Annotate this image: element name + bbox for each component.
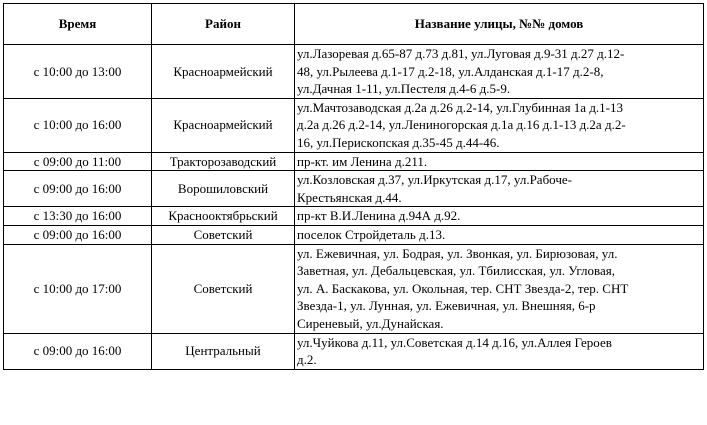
streets-cell xyxy=(295,244,704,333)
district-cell: Красноармейский xyxy=(152,98,295,152)
schedule-rows xyxy=(4,45,704,370)
time-cell: с 09:00 до 16:00 xyxy=(4,225,152,244)
streets-cell xyxy=(295,98,704,152)
table-row xyxy=(4,45,704,99)
district-cell: Ворошиловский xyxy=(152,171,295,207)
street-line: 16, ул.Перископская д.35-45 д.44-46. xyxy=(297,134,500,150)
streets-cell xyxy=(295,225,704,244)
streets-cell xyxy=(295,171,704,207)
streets-cell xyxy=(295,333,704,369)
street-line: пр-кт В.И.Ленина д.94А д.92. xyxy=(297,208,461,224)
district-cell: Советский xyxy=(152,225,295,244)
district-cell: Центральный xyxy=(152,333,295,369)
street-line: д.2. xyxy=(297,352,317,368)
street-line: Звезда-1, ул. Лунная, ул. Ежевичная, ул. Внешняя, 6-р xyxy=(297,298,596,314)
header-streets: Название улицы, №№ домов xyxy=(295,4,704,45)
street-line: ул. Ежевичная, ул. Бодрая, ул. Звонкая, ул. Бирюзовая, ул. xyxy=(297,245,618,261)
street-line: поселок Стройдеталь д.13. xyxy=(297,226,446,242)
time-cell: с 09:00 до 16:00 xyxy=(4,171,152,207)
table-row xyxy=(4,171,704,207)
street-line: Крестьянская д.44. xyxy=(297,189,402,205)
street-line: Сиреневый, ул.Дунайская. xyxy=(297,315,444,331)
street-line: Заветная, ул. Дебальцевская, ул. Тбилисская, ул. Угловая, xyxy=(297,263,615,279)
table-row xyxy=(4,225,704,244)
streets-cell xyxy=(295,45,704,99)
time-cell: с 09:00 до 11:00 xyxy=(4,152,152,171)
streets-cell xyxy=(295,207,704,226)
district-cell: Краснооктябрьский xyxy=(152,207,295,226)
street-line: пр-кт. им Ленина д.211. xyxy=(297,153,428,169)
time-cell: с 13:30 до 16:00 xyxy=(4,207,152,226)
district-cell: Советский xyxy=(152,244,295,333)
time-cell: с 10:00 до 17:00 xyxy=(4,244,152,333)
table-row xyxy=(4,333,704,369)
street-line: ул.Дачная 1-11, ул.Пестеля д.4-6 д.5-9. xyxy=(297,81,511,97)
district-cell: Тракторозаводский xyxy=(152,152,295,171)
street-line: ул.Чуйкова д.11, ул.Советская д.14 д.16, ул.Аллея Героев xyxy=(297,334,612,350)
street-line: д.2а д.26 д.2-14, ул.Лениногорская д.1а д.16 д.1-13 д.2а д.2- xyxy=(297,117,626,133)
street-line: ул.Лазоревая д.65-87 д.73 д.81, ул.Луговая д.9-31 д.27 д.12- xyxy=(297,46,625,61)
district-cell: Красноармейский xyxy=(152,45,295,99)
time-cell: с 10:00 до 16:00 xyxy=(4,98,152,152)
table-row xyxy=(4,152,704,171)
street-line: ул.Козловская д.37, ул.Иркутская д.17, ул.Рабоче- xyxy=(297,172,572,188)
table-row xyxy=(4,98,704,152)
outage-schedule-table xyxy=(3,3,704,370)
header-district: Район xyxy=(152,4,295,45)
table-row xyxy=(4,244,704,333)
time-cell: с 09:00 до 16:00 xyxy=(4,333,152,369)
time-cell: с 10:00 до 13:00 xyxy=(4,45,152,99)
header-time: Время xyxy=(4,4,152,45)
street-line: 48, ул.Рылеева д.1-17 д.2-18, ул.Алданская д.1-17 д.2-8, xyxy=(297,63,604,79)
table-row xyxy=(4,207,704,226)
streets-cell xyxy=(295,152,704,171)
street-line: ул. А. Баскакова, ул. Окольная, тер. СНТ Звезда-2, тер. СНТ xyxy=(297,280,629,296)
header-row xyxy=(4,4,704,45)
street-line: ул.Мачтозаводская д.2а д.26 д.2-14, ул.Глубинная 1а д.1-13 xyxy=(297,99,624,115)
